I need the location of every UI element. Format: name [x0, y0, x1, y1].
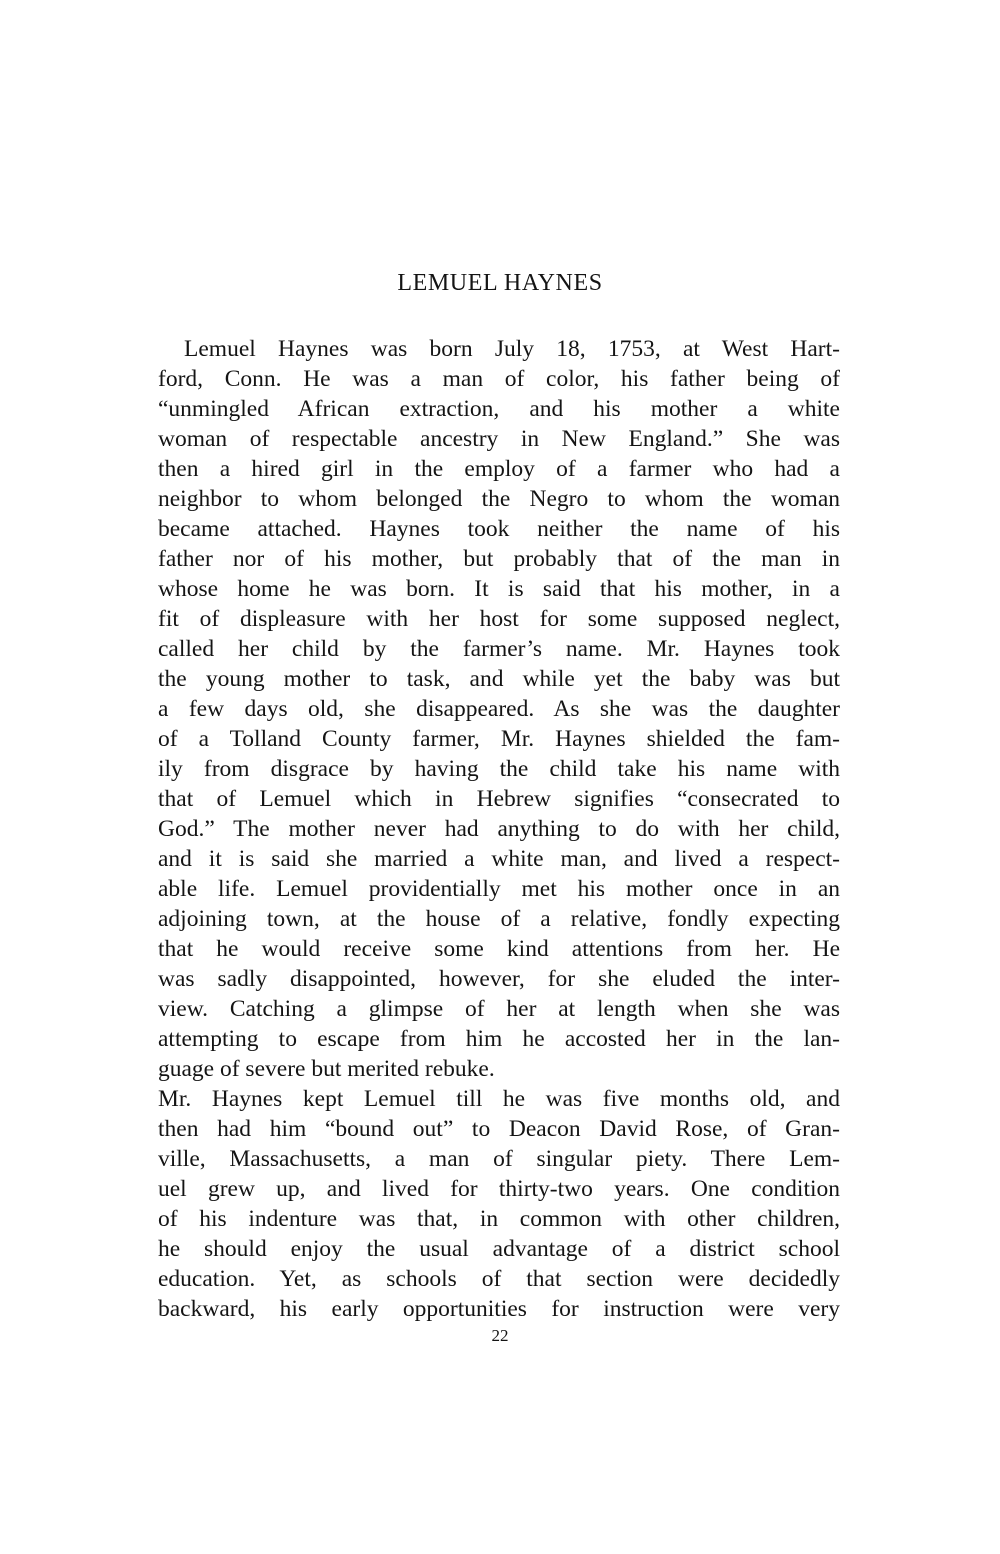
text-line: neighbor to whom belonged the Negro to whom the woman	[158, 486, 840, 512]
text-line: attempting to escape from him he accosted her in the lan-	[158, 1026, 840, 1052]
paragraph-2	[158, 1084, 840, 1324]
text-line: God.” The mother never had anything to do with her child,	[158, 816, 840, 842]
text-line: then a hired girl in the employ of a farmer who had a	[158, 456, 840, 482]
text-line: Mr. Haynes kept Lemuel till he was five months old, and	[158, 1086, 840, 1112]
text-line: was sadly disappointed, however, for she eluded the inter-	[158, 966, 840, 992]
text-line: guage of severe but merited rebuke.	[158, 1056, 495, 1082]
text-line: that of Lemuel which in Hebrew signifies “consecrated to	[158, 786, 840, 812]
text-line: “unmingled African extraction, and his mother a white	[158, 396, 840, 422]
text-line: whose home he was born. It is said that his mother, in a	[158, 576, 840, 602]
text-line: of his indenture was that, in common with other children,	[158, 1206, 840, 1232]
text-line: that he would receive some kind attentions from her. He	[158, 936, 840, 962]
body-text	[158, 334, 840, 1324]
chapter-title: LEMUEL HAYNES	[397, 270, 603, 296]
text-line: education. Yet, as schools of that section were decidedly	[158, 1266, 840, 1292]
text-line: became attached. Haynes took neither the name of his	[158, 516, 840, 542]
text-line: ily from disgrace by having the child take his name with	[158, 756, 840, 782]
text-line: then had him “bound out” to Deacon David Rose, of Gran-	[158, 1116, 840, 1142]
text-line: adjoining town, at the house of a relative, fondly expecting	[158, 906, 840, 932]
text-line: uel grew up, and lived for thirty-two years. One condition	[158, 1176, 840, 1202]
text-line: a few days old, she disappeared. As she was the daughter	[158, 696, 840, 722]
text-line: ford, Conn. He was a man of color, his father being of	[158, 366, 840, 392]
text-line: ville, Massachusetts, a man of singular piety. There Lem-	[158, 1146, 840, 1172]
text-line: view. Catching a glimpse of her at length when she was	[158, 996, 840, 1022]
text-line: of a Tolland County farmer, Mr. Haynes shielded the fam-	[158, 726, 840, 752]
paragraph-1	[158, 334, 840, 1084]
text-line: able life. Lemuel providentially met his mother once in an	[158, 876, 840, 902]
text-line: fit of displeasure with her host for some supposed neglect,	[158, 606, 840, 632]
text-line: Lemuel Haynes was born July 18, 1753, at West Hart-	[184, 336, 840, 362]
text-line: father nor of his mother, but probably that of the man in	[158, 546, 840, 572]
page-number: 22	[491, 1326, 509, 1345]
text-line: called her child by the farmer’s name. Mr. Haynes took	[158, 636, 840, 662]
text-line: backward, his early opportunities for instruction were very	[158, 1296, 840, 1322]
text-line: and it is said she married a white man, and lived a respect-	[158, 846, 840, 872]
text-line: the young mother to task, and while yet the baby was but	[158, 666, 840, 692]
text-line: he should enjoy the usual advantage of a district school	[158, 1236, 840, 1262]
text-line: woman of respectable ancestry in New England.” She was	[158, 426, 840, 452]
